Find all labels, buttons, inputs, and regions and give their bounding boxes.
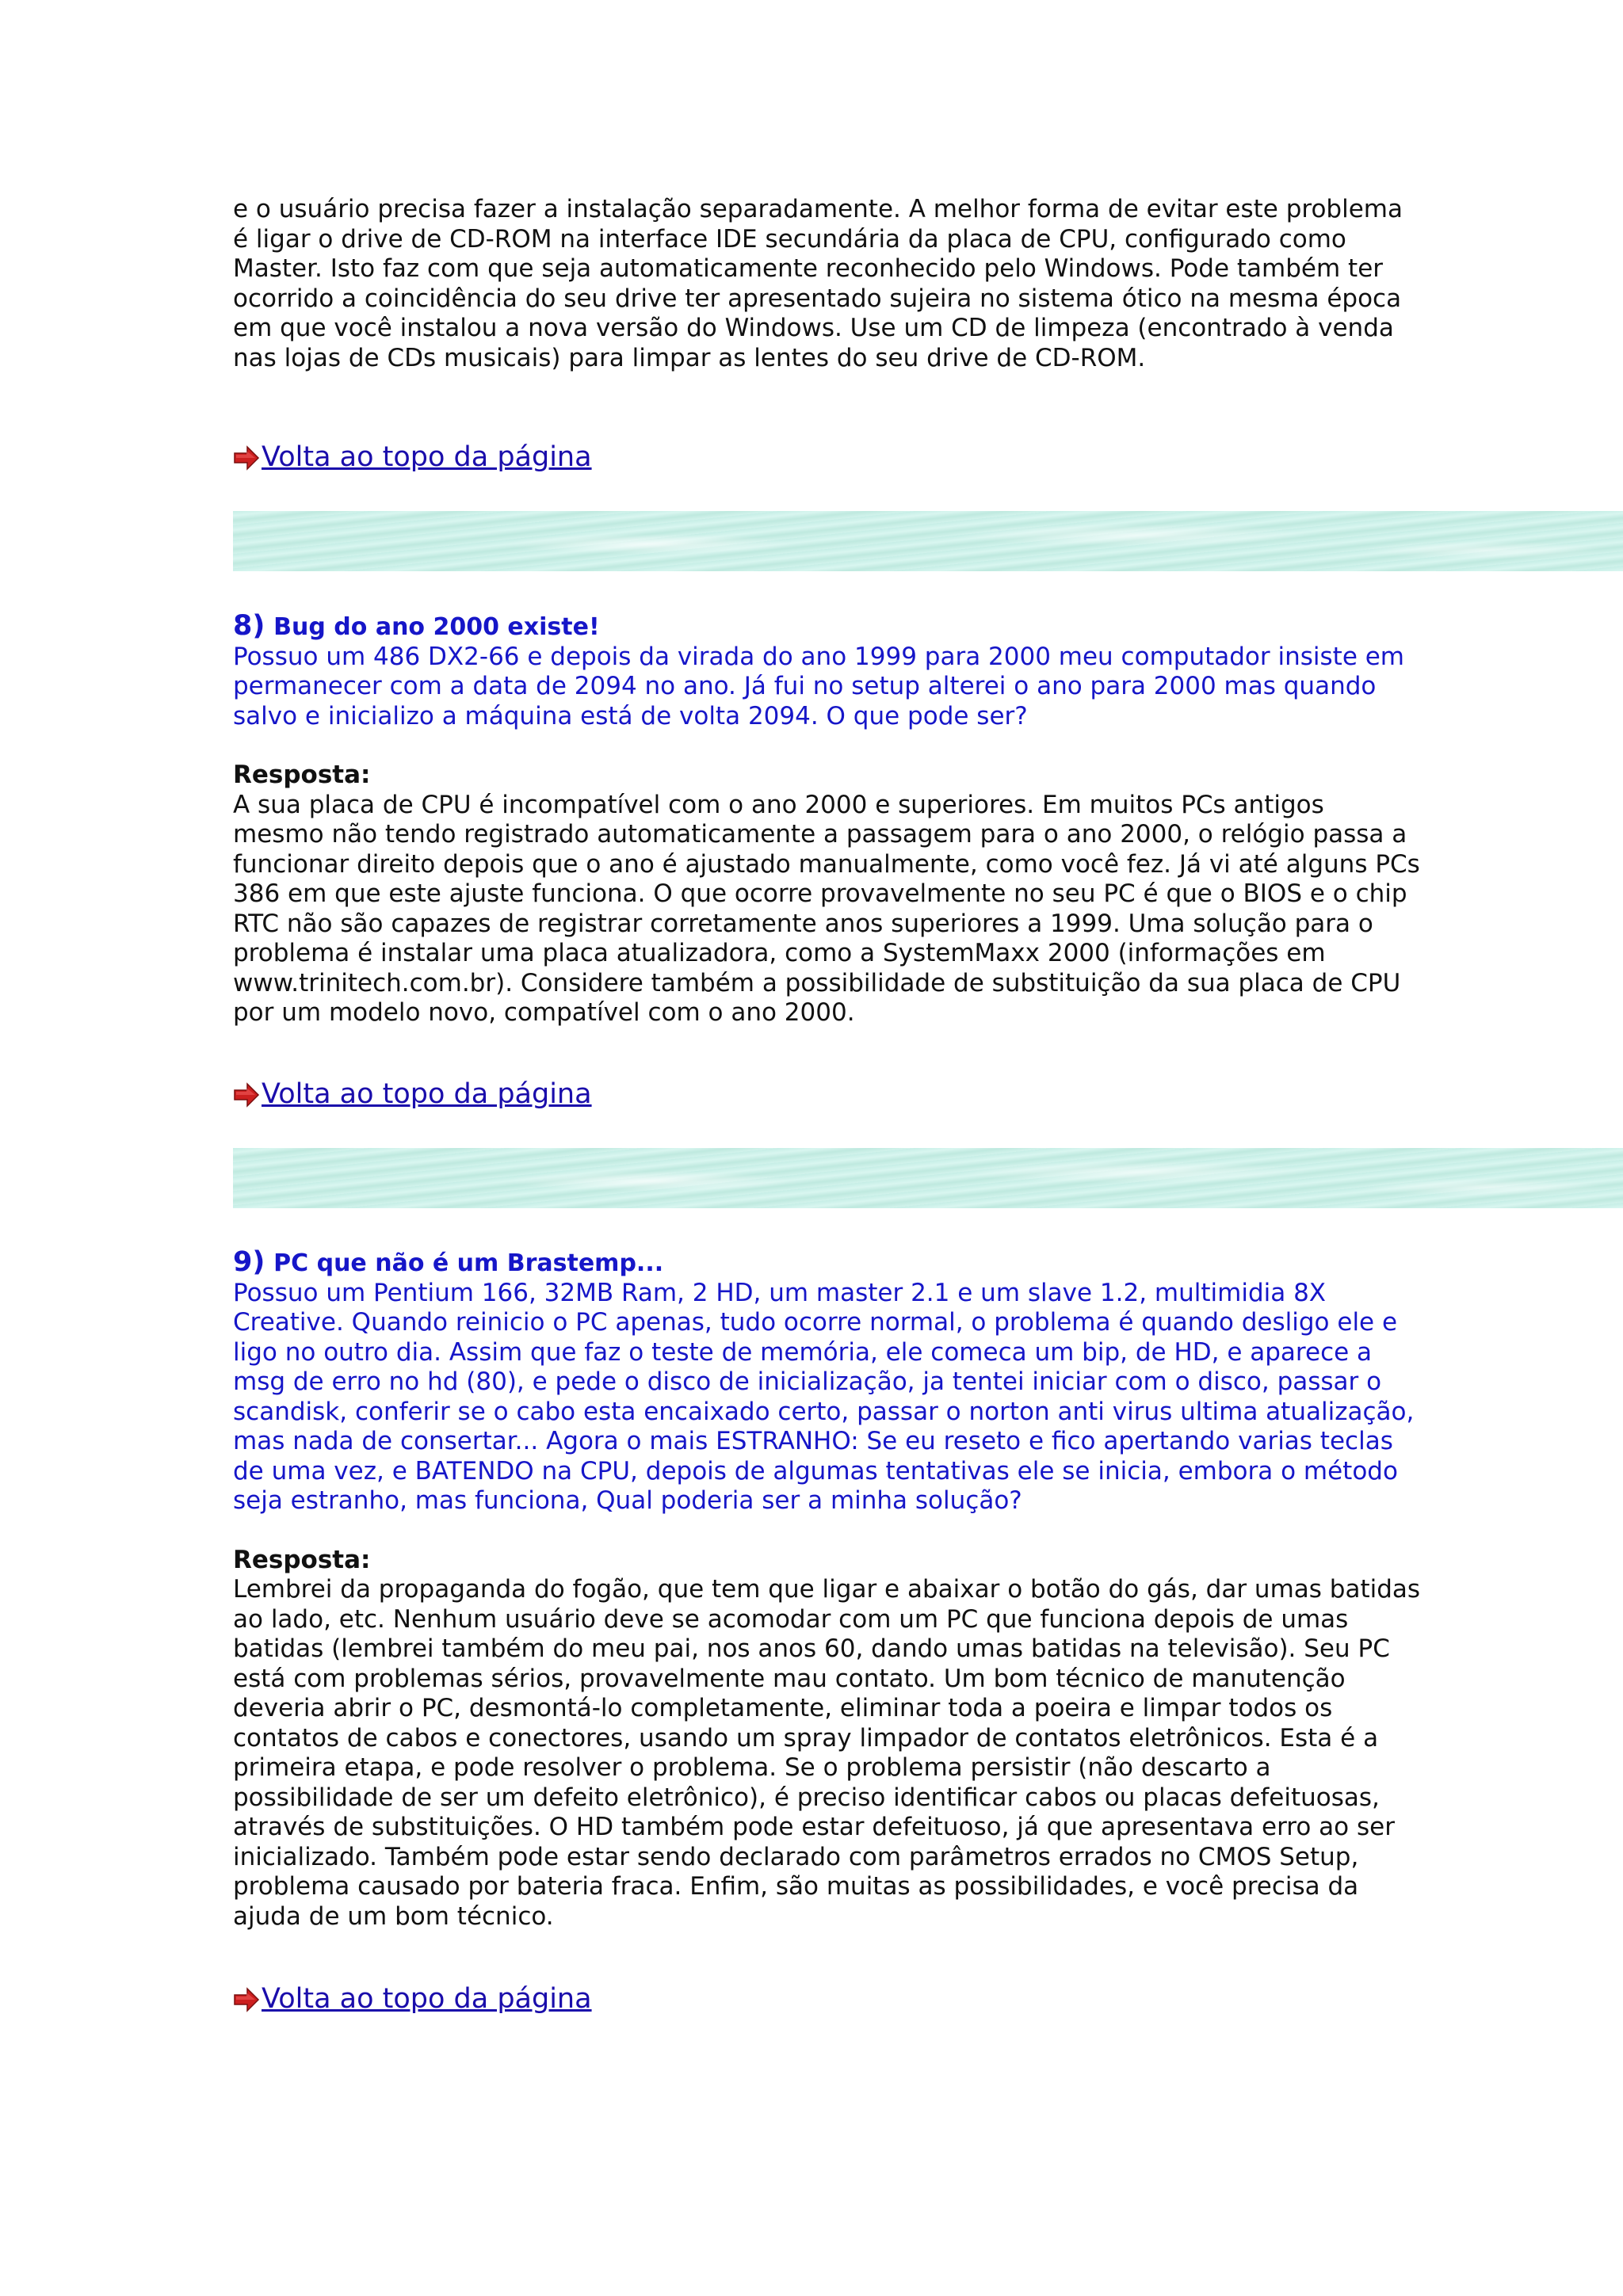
question-text: Possuo um Pentium 166, 32MB Ram, 2 HD, um master 2.1 e um slave 1.2, multimidia 8X Creative. Quando reinicio o PC apenas, tudo ocorre normal, o problema é quando desligo ele e ligo no outro dia. Assim que faz o teste de memória, ele comeca um bip, de HD, e aparece a msg de erro no hd (80), e pede o disco de inicialização, ja tentei iniciar com o disco, passar o scandisk, conferir se o cabo esta encaixado certo, passar o norton anti virus ultima atualização, mas nada de consertar... Agora o mais ESTRANHO: Se eu reseto e fico apertando varias teclas de uma vez, e BATENDO na CPU, depois de algumas tentativas ele se inicia, embora o método seja estranho, mas funciona, Qual poderia ser a minha solução? [233,1278,1415,1515]
question-heading [233,1248,1422,1279]
back-to-top-link[interactable]: Volta ao topo da página [262,1983,592,2016]
red-arrow-icon [233,1986,260,2013]
back-to-top-row-2 [233,1076,1422,1114]
answer-label: Resposta: [233,761,371,789]
intro-section [233,195,1422,373]
question-9-section [233,1248,1422,1932]
question-heading [233,612,1422,643]
question-number: 9) [233,1246,265,1278]
question-8-section [233,612,1422,1028]
intro-paragraph: e o usuário precisa fazer a instalação separadamente. A melhor forma de evitar este problema é ligar o drive de CD-ROM na interface IDE secundária da placa de CPU, configurado como Master. Isto faz com que seja automaticamente reconhecido pelo Windows. Pode também ter ocorrido a coincidência do seu drive ter apresentado sujeira no sistema ótico na mesma época em que você instalou a nova versão do Windows. Use um CD de limpeza (encontrado à venda nas lojas de CDs musicais) para limpar as lentes do seu drive de CD-ROM. [233,195,1403,372]
question-title: Bug do ano 2000 existe! [273,613,600,641]
answer-text: A sua placa de CPU é incompatível com o ano 2000 e superiores. Em muitos PCs antigos mesmo não tendo registrado automaticamente a passagem para o ano 2000, o relógio passa a funcionar direito depois que o ano é ajustado manualmente, como você fez. Já vi até alguns PCs 386 em que este ajuste funciona. O que ocorre provavelmente no seu PC é que o BIOS e o chip RTC não são capazes de registrar corretamente anos superiores a 1999. Uma solução para o problema é instalar uma placa atualizadora, como a SystemMaxx 2000 (informações em www.trinitech.com.br). Considere também a possibilidade de substituição da sua placa de CPU por um modelo novo, compatível com o ano 2000. [233,790,1420,1027]
red-arrow-icon [233,1081,260,1108]
question-number: 8) [233,610,265,642]
question-text: Possuo um 486 DX2-66 e depois da virada do ano 1999 para 2000 meu computador insiste em permanecer com a data de 2094 no ano. Já fui no setup alterei o ano para 2000 mas quando salvo e inicializo a máquina está de volta 2094. O que pode ser? [233,642,1405,730]
answer-label: Resposta: [233,1545,371,1574]
back-to-top-row-1 [233,439,1422,477]
back-to-top-link[interactable]: Volta ao topo da página [262,1078,592,1111]
decorative-banner [233,511,1623,571]
back-to-top-row-3 [233,1981,1422,2019]
decorative-banner [233,1148,1623,1208]
red-arrow-icon [233,444,260,471]
answer-text: Lembrei da propaganda do fogão, que tem que ligar e abaixar o botão do gás, dar umas batidas ao lado, etc. Nenhum usuário deve se acomodar com um PC que funciona depois de umas batidas (lembrei também do meu pai, nos anos 60, dando umas batidas na televisão). Seu PC está com problemas sérios, provavelmente mau contato. Um bom técnico de manutenção deveria abrir o PC, desmontá-lo completamente, eliminar toda a poeira e limpar todos os contatos de cabos e conectores, usando um spray limpador de contatos eletrônicos. Esta é a primeira etapa, e pode resolver o problema. Se o problema persistir (não descarto a possibilidade de ser um defeito eletrônico), é preciso identificar cabos ou placas defeituosas, através de substituições. O HD também pode estar defeituoso, já que apresentava erro ao ser inicializado. Também pode estar sendo declarado com parâmetros errados no CMOS Setup, problema causado por bateria fraca. Enfim, são muitas as possibilidades, e você precisa da ajuda de um bom técnico. [233,1575,1421,1931]
question-title: PC que não é um Brastemp... [273,1249,664,1277]
back-to-top-link[interactable]: Volta ao topo da página [262,441,592,474]
